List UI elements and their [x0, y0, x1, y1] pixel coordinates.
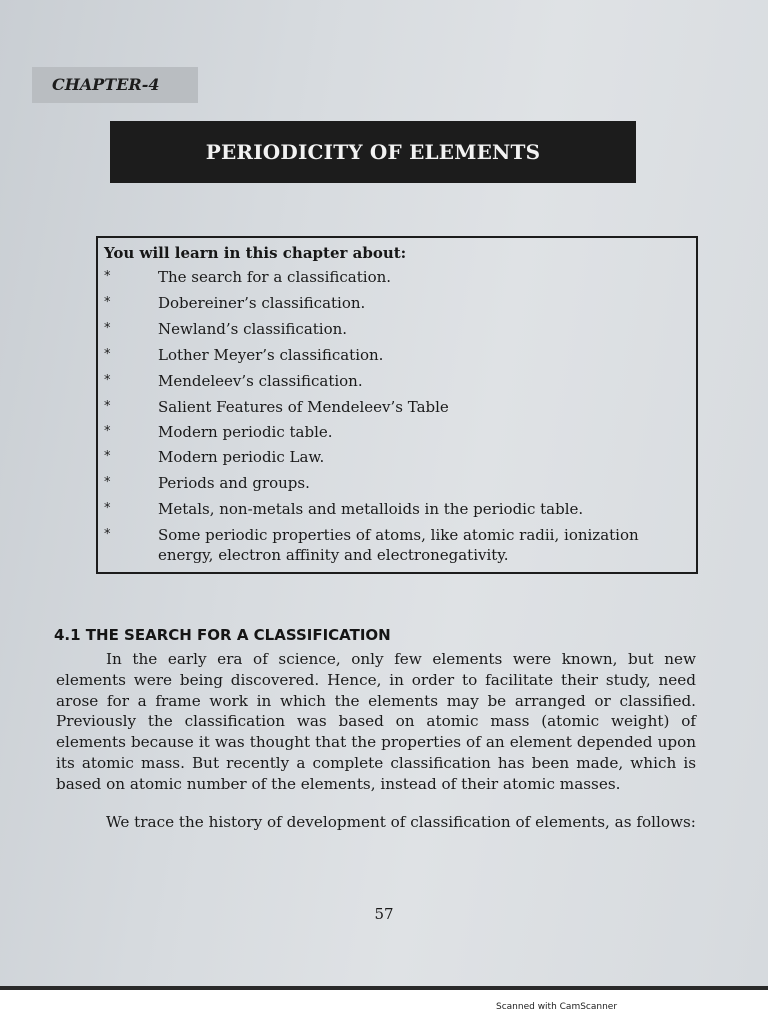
body-paragraph: We trace the history of development of classification of elements, as follows: [106, 813, 696, 831]
bullet-asterisk: * [104, 269, 111, 284]
list-item-text: Modern periodic Law. [158, 448, 325, 466]
bullet-asterisk: * [104, 501, 111, 516]
bullet-asterisk: * [104, 475, 111, 490]
list-item-text: The search for a classification. [158, 268, 392, 286]
bullet-asterisk: * [104, 321, 111, 336]
body-paragraph: In the early era of science, only few elements were known, but new elements were being discovered. Hence, in order to facilitate their study, need arose for a frame work in which the elements may be arranged or classified. Previously the classification was based on atomic mass (atomic weight) of elements because it was thought that the properties of an element depended upon its atomic mass. But recently a complete classification has been made, which is based on atomic number of the elements, instead of their atomic masses. [56, 650, 696, 793]
bullet-asterisk: * [104, 449, 111, 464]
chapter-title: PERIODICITY OF ELEMENTS [110, 121, 636, 183]
list-item-text: Mendeleev’s classification. [158, 372, 363, 390]
page-number: 57 [374, 905, 394, 923]
list-item-text: Metals, non-metals and metalloids in the periodic table. [158, 500, 584, 518]
learning-objectives-box [96, 236, 698, 574]
bullet-asterisk: * [104, 347, 111, 362]
chapter-tag: CHAPTER-4 [32, 67, 198, 103]
list-item-text: Modern periodic table. [158, 423, 333, 441]
bullet-asterisk: * [104, 424, 111, 439]
section-heading: 4.1 THE SEARCH FOR A CLASSIFICATION [54, 626, 391, 644]
page-edge [0, 986, 768, 990]
list-item-text: Salient Features of Mendeleev’s Table [158, 398, 449, 416]
scanner-watermark: Scanned with CamScanner [496, 1002, 618, 1012]
list-item-text: Newland’s classification. [158, 320, 348, 338]
bullet-asterisk: * [104, 373, 111, 388]
list-item-text: Lother Meyer’s classification. [158, 346, 384, 364]
bullet-asterisk: * [104, 527, 111, 542]
learning-objectives-heading: You will learn in this chapter about: [104, 244, 407, 262]
list-item-text: Dobereiner’s classification. [158, 294, 366, 312]
bullet-asterisk: * [104, 295, 111, 310]
list-item-text: Some periodic properties of atoms, like atomic radii, ionization energy, electron affinity and electronegativity. [158, 526, 639, 564]
bullet-asterisk: * [104, 399, 111, 414]
list-item-text: Periods and groups. [158, 474, 310, 492]
